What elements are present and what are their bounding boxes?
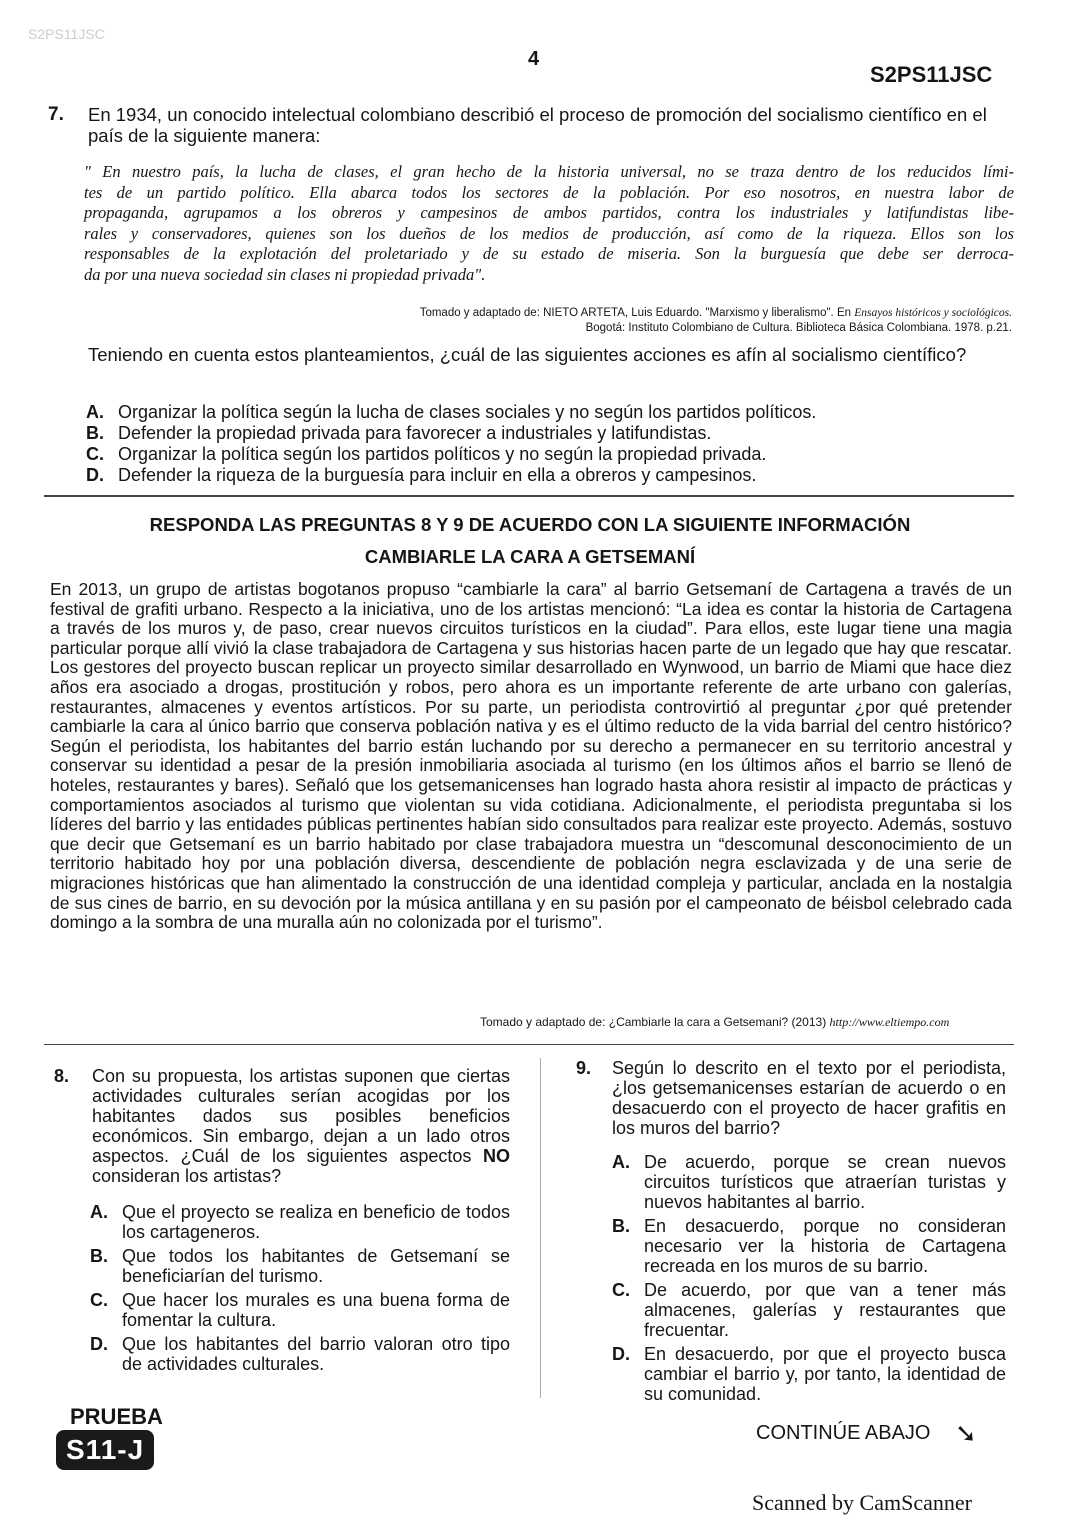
quote-line: propaganda, agrupamos a los obreros y campesinos de ambos partidos, contra los industriales y latifundistas libe-	[84, 203, 1014, 222]
passage-title: CAMBIARLE LA CARA A GETSEMANÍ	[364, 546, 696, 567]
option-c[interactable]	[90, 1290, 510, 1330]
option-letter: C.	[90, 1290, 108, 1310]
option-d[interactable]	[612, 1344, 1006, 1404]
option-a[interactable]	[86, 402, 986, 423]
faint-mark: S2PS11JSC	[28, 26, 105, 42]
question-8-number: 8.	[54, 1066, 70, 1086]
quote-line: responsables de la explotación del proletariado y de su estado de miseria. Son la burguesía que debe ser derroca-	[84, 244, 1014, 263]
quote-line: tes de un partido político. Ella abarca todos los sectores de la población. Por eso nosotros, en nuestra labor de	[84, 182, 1014, 202]
option-letter: A.	[612, 1152, 630, 1172]
option-text: De acuerdo, por que van a tener más almacenes, galerías y restaurantes que frecuentar.	[644, 1280, 1006, 1340]
option-text: En desacuerdo, porque no consideran necesario ver la historia de Cartagena recreada en los muros de su barrio.	[644, 1216, 1006, 1276]
question-7-number: 7.	[48, 104, 64, 125]
option-text: Defender la riqueza de la burguesía para incluir en ella a obreros y campesinos.	[118, 465, 757, 485]
question-8-options	[90, 1202, 510, 1378]
question-7-prompt: Teniendo en cuenta estos planteamientos, ¿cuál de las siguientes acciones es afín al socialismo científico?	[88, 344, 967, 365]
option-letter: A.	[90, 1202, 108, 1222]
option-d[interactable]	[90, 1334, 510, 1374]
divider	[44, 1044, 1014, 1045]
column-divider	[540, 1058, 541, 1398]
question-7-quote	[84, 162, 1014, 285]
citation-text: Bogotá: Instituto Colombiano de Cultura. Biblioteca Básica Colombiana. 1978. p.21.	[585, 322, 1012, 334]
question-7-citation	[300, 306, 1012, 336]
prueba-label: PRUEBA	[70, 1404, 163, 1429]
citation-text: Tomado y adaptado de: NIETO ARTETA, Luis Eduardo. "Marxismo y liberalismo". En	[419, 307, 855, 319]
option-c[interactable]	[612, 1280, 1006, 1340]
option-text: En desacuerdo, por que el proyecto busca cambiar el barrio y, por tanto, la identidad de su comunidad.	[644, 1344, 1006, 1404]
scanner-watermark: Scanned by CamScanner	[752, 1490, 972, 1515]
stem-emphasis: NO	[483, 1146, 510, 1166]
option-c[interactable]	[86, 444, 986, 465]
question-9-number: 9.	[576, 1058, 592, 1078]
citation-text: Tomado y adaptado de: ¿Cambiarle la cara a Getsemani? (2013)	[480, 1015, 830, 1029]
option-text: Que los habitantes del barrio valoran otro tipo de actividades culturales.	[122, 1334, 510, 1374]
option-letter: C.	[86, 444, 104, 464]
option-text: Organizar la política según los partidos políticos y no según la propiedad privada.	[118, 444, 767, 464]
passage-text: En 2013, un grupo de artistas bogotanos propuso “cambiarle la cara” al barrio Getsemaní de Cartagena a través de un festival de grafiti urbano. Respecto a la iniciativa, uno de los artistas mencionó: “La idea es contar la historia de Cartagena a través de los muros y, de paso, crear nuevos circuitos turísticos en la ciudad”. Para ellos, este lugar tiene una magia particular porque allí vivió la clase trabajadora de Cartagena y sus historias hacen parte de un legado que hay que rescatar. Los gestores del proyecto buscan replicar un proyecto similar desarrollado en Wynwood, un barrio de Miami que hace diez años era asociado a drogas, prostitución y robos, pero ahora es un importante referente de arte urbano con galerías, restaurantes, almacenes y eventos artísticos. Por su parte, un periodista controvirtió al preguntar ¿por qué pretender cambiarle la cara al único barrio que conserva población nativa y es el último reducto de la vida barrial del centro histórico? Según el periodista, los habitantes del barrio están luchando por su derecho a permanecer en su territorio ancestral y conservar su identidad a pesar de la presión inmobiliaria asociada al turismo (en los últimos años el barrio se llenó de hoteles, restaurantes y bares). Señaló que los getsemanicenses han logrado hasta ahora resistir al impacto de prácticas y comportamientos asociados al turismo que violentan su vida cotidiana. Adicionalmente, el periodista preguntaba si los líderes del barrio y las entidades públicas pertinentes habían sido consultados para realizar este proyecto. Además, sostuvo que decir que Getsemaní es un barrio habitado por clase trabajadora muestra un “descomunal desconocimiento de un territorio habitado hoy por una población diversa, descendiente de población negra esclavizada y de una serie de migraciones históricas que han alimentado la construcción de una identidad compleja y particular, anclada en la nostalgia de sus cines de barrio, en su devoción por la música antillana y en su pasión por el campeonato de béisbol celebrado cada domingo a la sombra de una muralla aún no colonizada por el turismo”.	[50, 579, 1012, 933]
option-letter: B.	[90, 1246, 108, 1266]
citation-link: http://www.eltiempo.com	[829, 1015, 950, 1029]
option-text: Que todos los habitantes de Getsemaní se beneficiarían del turismo.	[122, 1246, 510, 1286]
arrow-down-icon: ➘	[955, 1418, 977, 1448]
option-letter: D.	[90, 1334, 108, 1354]
option-text: Que el proyecto se realiza en beneficio de todos los cartageneros.	[122, 1202, 510, 1242]
page-number: 4	[528, 48, 540, 70]
option-letter: D.	[612, 1344, 630, 1364]
question-7-stem: En 1934, un conocido intelectual colombiano describió el proceso de promoción del socialismo científico en el país de la siguiente manera:	[88, 104, 987, 146]
citation-book: Ensayos históricos y sociológicos.	[854, 307, 1012, 319]
option-letter: B.	[86, 423, 104, 443]
option-letter: D.	[86, 465, 104, 485]
option-d[interactable]	[86, 465, 986, 486]
option-letter: C.	[612, 1280, 630, 1300]
option-text: Que hacer los murales es una buena forma de fomentar la cultura.	[122, 1290, 510, 1330]
question-8-stem	[92, 1066, 510, 1186]
option-b[interactable]	[86, 423, 986, 444]
option-letter: A.	[86, 402, 104, 422]
option-letter: B.	[612, 1216, 630, 1236]
option-text: Defender la propiedad privada para favorecer a industriales y latifundistas.	[118, 423, 712, 443]
stem-text: Con su propuesta, los artistas suponen que ciertas actividades culturales serían acogidas por los habitantes dados sus posibles beneficios económicos. Sin embargo, dejan a un lado otros aspectos. ¿Cuál de los siguientes aspectos	[92, 1066, 510, 1166]
question-9-options	[612, 1152, 1006, 1408]
quote-line: da por una nueva sociedad sin clases ni propiedad privada".	[84, 264, 486, 284]
option-a[interactable]	[90, 1202, 510, 1242]
option-b[interactable]	[90, 1246, 510, 1286]
option-text: Organizar la política según la lucha de clases sociales y no según los partidos políticos.	[118, 402, 817, 422]
option-b[interactable]	[612, 1216, 1006, 1276]
question-7-options	[86, 402, 986, 486]
option-text: De acuerdo, porque se crean nuevos circuitos turísticos que atraerían turistas y nuevos habitantes al barrio.	[644, 1152, 1006, 1212]
quote-line: " En nuestro país, la lucha de clases, el gran hecho de la historia universal, no se traza dentro de los reducidos lími-	[84, 162, 1014, 181]
question-9-stem: Según lo descrito en el texto por el periodista, ¿los getsemanicenses estarían de acuerdo o en desacuerdo con el proyecto de hacer grafitis en los muros del barrio?	[612, 1058, 1006, 1138]
passage-citation	[480, 1015, 949, 1030]
continue-label: CONTINÚE ABAJO	[756, 1422, 931, 1444]
divider	[44, 495, 1014, 497]
stem-text: consideran los artistas?	[92, 1166, 282, 1186]
exam-code: S2PS11JSC	[870, 62, 993, 87]
quote-line: rales y conservadores, quienes son los dueños de los medios de producción, así como de la riqueza. Ellos son los	[84, 223, 1014, 243]
option-a[interactable]	[612, 1152, 1006, 1212]
section-instruction: RESPONDA LAS PREGUNTAS 8 Y 9 DE ACUERDO CON LA SIGUIENTE INFORMACIÓN	[149, 514, 911, 535]
test-code-badge: S11-J	[56, 1430, 154, 1470]
